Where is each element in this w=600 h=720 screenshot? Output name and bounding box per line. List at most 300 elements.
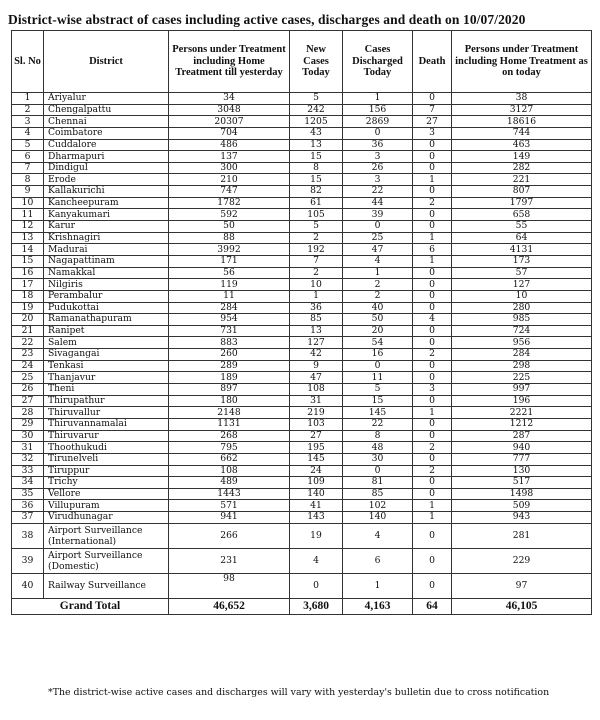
- death-cell: 3: [413, 127, 452, 139]
- yesterday-cell: 289: [169, 360, 290, 372]
- today-cell: 280: [452, 302, 592, 314]
- sl-no-cell: 30: [12, 430, 44, 442]
- new-cases-cell: 2: [290, 267, 343, 279]
- table-row: [12, 93, 592, 105]
- discharged-cell: 140: [343, 512, 413, 524]
- grand-total-row: [12, 598, 592, 614]
- today-cell: 1212: [452, 418, 592, 430]
- today-cell: 777: [452, 453, 592, 465]
- sl-no-cell: 5: [12, 139, 44, 151]
- district-cell: Krishnagiri: [44, 232, 169, 244]
- death-cell: 0: [413, 372, 452, 384]
- table-row: [12, 116, 592, 128]
- today-cell: 509: [452, 500, 592, 512]
- table-row: [12, 360, 592, 372]
- table-header-row: [12, 31, 592, 93]
- yesterday-cell: 20307: [169, 116, 290, 128]
- death-cell: 2: [413, 465, 452, 477]
- district-cell: Vellore: [44, 488, 169, 500]
- today-cell: 287: [452, 430, 592, 442]
- table-row: [12, 186, 592, 198]
- sl-no-cell: 37: [12, 512, 44, 524]
- district-cell: Airport Surveillance (Domestic): [44, 548, 169, 573]
- district-cell: Coimbatore: [44, 127, 169, 139]
- new-cases-cell: 15: [290, 151, 343, 163]
- discharged-cell: 3: [343, 174, 413, 186]
- table-body: [12, 93, 592, 599]
- header-sl-no: Sl. No: [12, 31, 44, 93]
- death-cell: 1: [413, 500, 452, 512]
- table-row: [12, 337, 592, 349]
- today-cell: 149: [452, 151, 592, 163]
- table-row: [12, 255, 592, 267]
- discharged-cell: 4: [343, 523, 413, 548]
- new-cases-cell: 15: [290, 174, 343, 186]
- today-cell: 2221: [452, 407, 592, 419]
- discharged-cell: 6: [343, 548, 413, 573]
- header-district: District: [44, 31, 169, 93]
- yesterday-cell: 180: [169, 395, 290, 407]
- sl-no-cell: 4: [12, 127, 44, 139]
- today-cell: 4131: [452, 244, 592, 256]
- new-cases-cell: 7: [290, 255, 343, 267]
- sl-no-cell: 26: [12, 384, 44, 396]
- table-row: [12, 372, 592, 384]
- new-cases-cell: 19: [290, 523, 343, 548]
- today-cell: 943: [452, 512, 592, 524]
- death-cell: 0: [413, 337, 452, 349]
- sl-no-cell: 9: [12, 186, 44, 198]
- sl-no-cell: 24: [12, 360, 44, 372]
- table-row: [12, 232, 592, 244]
- sl-no-cell: 18: [12, 290, 44, 302]
- discharged-cell: 26: [343, 162, 413, 174]
- table-row: [12, 573, 592, 598]
- death-cell: 0: [413, 221, 452, 233]
- death-cell: 0: [413, 267, 452, 279]
- yesterday-cell: 747: [169, 186, 290, 198]
- yesterday-cell: 795: [169, 442, 290, 454]
- district-cell: Thanjavur: [44, 372, 169, 384]
- new-cases-cell: 42: [290, 349, 343, 361]
- table-row: [12, 523, 592, 548]
- district-cell: Thirupathur: [44, 395, 169, 407]
- table-row: [12, 221, 592, 233]
- death-cell: 2: [413, 197, 452, 209]
- death-cell: 1: [413, 232, 452, 244]
- discharged-cell: 11: [343, 372, 413, 384]
- yesterday-cell: 571: [169, 500, 290, 512]
- today-cell: 229: [452, 548, 592, 573]
- yesterday-cell: 98: [169, 573, 290, 598]
- yesterday-cell: 284: [169, 302, 290, 314]
- new-cases-cell: 192: [290, 244, 343, 256]
- discharged-cell: 50: [343, 314, 413, 326]
- yesterday-cell: 662: [169, 453, 290, 465]
- discharged-cell: 81: [343, 477, 413, 489]
- discharged-cell: 25: [343, 232, 413, 244]
- sl-no-cell: 16: [12, 267, 44, 279]
- death-cell: 0: [413, 162, 452, 174]
- today-cell: 221: [452, 174, 592, 186]
- yesterday-cell: 592: [169, 209, 290, 221]
- sl-no-cell: 20: [12, 314, 44, 326]
- table-row: [12, 418, 592, 430]
- sl-no-cell: 22: [12, 337, 44, 349]
- today-cell: 658: [452, 209, 592, 221]
- discharged-cell: 2869: [343, 116, 413, 128]
- death-cell: 0: [413, 418, 452, 430]
- death-cell: 0: [413, 453, 452, 465]
- district-cell: Namakkal: [44, 267, 169, 279]
- yesterday-cell: 231: [169, 548, 290, 573]
- footnote: *The district-wise active cases and discharges will vary with yesterday's bulletin due to cross notification: [48, 687, 550, 698]
- total-discharged: 4,163: [343, 598, 413, 614]
- discharged-cell: 0: [343, 221, 413, 233]
- yesterday-cell: 56: [169, 267, 290, 279]
- death-cell: 0: [413, 395, 452, 407]
- district-cell: Tiruppur: [44, 465, 169, 477]
- discharged-cell: 0: [343, 360, 413, 372]
- discharged-cell: 1: [343, 267, 413, 279]
- today-cell: 173: [452, 255, 592, 267]
- district-cell: Villupuram: [44, 500, 169, 512]
- table-row: [12, 151, 592, 163]
- discharged-cell: 22: [343, 186, 413, 198]
- death-cell: 0: [413, 325, 452, 337]
- yesterday-cell: 941: [169, 512, 290, 524]
- yesterday-cell: 3992: [169, 244, 290, 256]
- today-cell: 807: [452, 186, 592, 198]
- yesterday-cell: 897: [169, 384, 290, 396]
- district-cell: Pudukottai: [44, 302, 169, 314]
- table-row: [12, 139, 592, 151]
- sl-no-cell: 28: [12, 407, 44, 419]
- new-cases-cell: 127: [290, 337, 343, 349]
- document-title: District-wise abstract of cases including active cases, discharges and death on 10/07/2020: [8, 12, 526, 27]
- discharged-cell: 1: [343, 573, 413, 598]
- new-cases-cell: 13: [290, 325, 343, 337]
- today-cell: 517: [452, 477, 592, 489]
- total-death: 64: [413, 598, 452, 614]
- district-cell: Chennai: [44, 116, 169, 128]
- today-cell: 997: [452, 384, 592, 396]
- table-row: [12, 104, 592, 116]
- table-row: [12, 314, 592, 326]
- district-cell: Thiruvallur: [44, 407, 169, 419]
- table-row: [12, 244, 592, 256]
- yesterday-cell: 11: [169, 290, 290, 302]
- district-cell: Theni: [44, 384, 169, 396]
- yesterday-cell: 731: [169, 325, 290, 337]
- sl-no-cell: 35: [12, 488, 44, 500]
- death-cell: 2: [413, 349, 452, 361]
- discharged-cell: 15: [343, 395, 413, 407]
- today-cell: 298: [452, 360, 592, 372]
- yesterday-cell: 1782: [169, 197, 290, 209]
- today-cell: 3127: [452, 104, 592, 116]
- death-cell: 4: [413, 314, 452, 326]
- district-cell: Sivagangai: [44, 349, 169, 361]
- district-cell: Karur: [44, 221, 169, 233]
- table-row: [12, 174, 592, 186]
- today-cell: 956: [452, 337, 592, 349]
- table-row: [12, 477, 592, 489]
- yesterday-cell: 704: [169, 127, 290, 139]
- yesterday-cell: 266: [169, 523, 290, 548]
- new-cases-cell: 140: [290, 488, 343, 500]
- sl-no-cell: 1: [12, 93, 44, 105]
- new-cases-cell: 36: [290, 302, 343, 314]
- new-cases-cell: 27: [290, 430, 343, 442]
- table-row: [12, 442, 592, 454]
- new-cases-cell: 1: [290, 290, 343, 302]
- death-cell: 6: [413, 244, 452, 256]
- today-cell: 38: [452, 93, 592, 105]
- discharged-cell: 3: [343, 151, 413, 163]
- district-cell: Chengalpattu: [44, 104, 169, 116]
- sl-no-cell: 23: [12, 349, 44, 361]
- district-cell: Cuddalore: [44, 139, 169, 151]
- discharged-cell: 48: [343, 442, 413, 454]
- new-cases-cell: 5: [290, 93, 343, 105]
- yesterday-cell: 34: [169, 93, 290, 105]
- yesterday-cell: 137: [169, 151, 290, 163]
- district-cell: Kancheepuram: [44, 197, 169, 209]
- yesterday-cell: 3048: [169, 104, 290, 116]
- yesterday-cell: 2148: [169, 407, 290, 419]
- new-cases-cell: 195: [290, 442, 343, 454]
- discharged-cell: 36: [343, 139, 413, 151]
- district-cell: Ranipet: [44, 325, 169, 337]
- today-cell: 1797: [452, 197, 592, 209]
- sl-no-cell: 36: [12, 500, 44, 512]
- today-cell: 724: [452, 325, 592, 337]
- death-cell: 3: [413, 384, 452, 396]
- new-cases-cell: 4: [290, 548, 343, 573]
- new-cases-cell: 145: [290, 453, 343, 465]
- table-row: [12, 395, 592, 407]
- district-cell: Ramanathapuram: [44, 314, 169, 326]
- new-cases-cell: 43: [290, 127, 343, 139]
- today-cell: 284: [452, 349, 592, 361]
- yesterday-cell: 119: [169, 279, 290, 291]
- new-cases-cell: 8: [290, 162, 343, 174]
- death-cell: 0: [413, 523, 452, 548]
- district-cell: Thiruvannamalai: [44, 418, 169, 430]
- discharged-cell: 145: [343, 407, 413, 419]
- district-cell: Nagapattinam: [44, 255, 169, 267]
- sl-no-cell: 8: [12, 174, 44, 186]
- discharged-cell: 2: [343, 290, 413, 302]
- death-cell: 1: [413, 255, 452, 267]
- today-cell: 127: [452, 279, 592, 291]
- sl-no-cell: 15: [12, 255, 44, 267]
- new-cases-cell: 0: [290, 573, 343, 598]
- death-cell: 2: [413, 442, 452, 454]
- table-row: [12, 349, 592, 361]
- district-cell: Dharmapuri: [44, 151, 169, 163]
- death-cell: 1: [413, 174, 452, 186]
- death-cell: 1: [413, 512, 452, 524]
- yesterday-cell: 1443: [169, 488, 290, 500]
- district-cell: Perambalur: [44, 290, 169, 302]
- death-cell: 0: [413, 93, 452, 105]
- table-row: [12, 512, 592, 524]
- discharged-cell: 5: [343, 384, 413, 396]
- discharged-cell: 1: [343, 93, 413, 105]
- header-discharged: Cases Discharged Today: [343, 31, 413, 93]
- yesterday-cell: 189: [169, 372, 290, 384]
- district-cell: Madurai: [44, 244, 169, 256]
- new-cases-cell: 2: [290, 232, 343, 244]
- district-cell: Thiruvarur: [44, 430, 169, 442]
- discharged-cell: 30: [343, 453, 413, 465]
- header-new-cases: New Cases Today: [290, 31, 343, 93]
- discharged-cell: 47: [343, 244, 413, 256]
- table-row: [12, 279, 592, 291]
- district-cell: Kallakurichi: [44, 186, 169, 198]
- new-cases-cell: 109: [290, 477, 343, 489]
- new-cases-cell: 1205: [290, 116, 343, 128]
- new-cases-cell: 10: [290, 279, 343, 291]
- today-cell: 281: [452, 523, 592, 548]
- table-row: [12, 500, 592, 512]
- new-cases-cell: 41: [290, 500, 343, 512]
- discharged-cell: 16: [343, 349, 413, 361]
- header-under-treatment-yesterday: Persons under Treatment including Home Treatment till yesterday: [169, 31, 290, 93]
- today-cell: 97: [452, 573, 592, 598]
- new-cases-cell: 24: [290, 465, 343, 477]
- district-cell: Dindigul: [44, 162, 169, 174]
- yesterday-cell: 88: [169, 232, 290, 244]
- discharged-cell: 102: [343, 500, 413, 512]
- district-cell: Salem: [44, 337, 169, 349]
- sl-no-cell: 21: [12, 325, 44, 337]
- sl-no-cell: 40: [12, 573, 44, 598]
- death-cell: 0: [413, 279, 452, 291]
- new-cases-cell: 82: [290, 186, 343, 198]
- sl-no-cell: 2: [12, 104, 44, 116]
- table-row: [12, 465, 592, 477]
- table-row: [12, 290, 592, 302]
- table-row: [12, 430, 592, 442]
- sl-no-cell: 3: [12, 116, 44, 128]
- district-cell: Tirunelveli: [44, 453, 169, 465]
- discharged-cell: 4: [343, 255, 413, 267]
- new-cases-cell: 31: [290, 395, 343, 407]
- death-cell: 0: [413, 139, 452, 151]
- new-cases-cell: 47: [290, 372, 343, 384]
- discharged-cell: 22: [343, 418, 413, 430]
- sl-no-cell: 11: [12, 209, 44, 221]
- discharged-cell: 0: [343, 127, 413, 139]
- yesterday-cell: 260: [169, 349, 290, 361]
- sl-no-cell: 32: [12, 453, 44, 465]
- death-cell: 0: [413, 430, 452, 442]
- table-row: [12, 325, 592, 337]
- new-cases-cell: 143: [290, 512, 343, 524]
- sl-no-cell: 14: [12, 244, 44, 256]
- table-row: [12, 548, 592, 573]
- table-row: [12, 407, 592, 419]
- today-cell: 744: [452, 127, 592, 139]
- yesterday-cell: 486: [169, 139, 290, 151]
- discharged-cell: 0: [343, 465, 413, 477]
- sl-no-cell: 7: [12, 162, 44, 174]
- yesterday-cell: 50: [169, 221, 290, 233]
- sl-no-cell: 34: [12, 477, 44, 489]
- discharged-cell: 8: [343, 430, 413, 442]
- new-cases-cell: 61: [290, 197, 343, 209]
- death-cell: 27: [413, 116, 452, 128]
- death-cell: 0: [413, 186, 452, 198]
- district-cell: Kanyakumari: [44, 209, 169, 221]
- yesterday-cell: 954: [169, 314, 290, 326]
- yesterday-cell: 300: [169, 162, 290, 174]
- today-cell: 130: [452, 465, 592, 477]
- district-cases-table: [11, 30, 592, 615]
- today-cell: 940: [452, 442, 592, 454]
- yesterday-cell: 108: [169, 465, 290, 477]
- sl-no-cell: 17: [12, 279, 44, 291]
- district-cell: Erode: [44, 174, 169, 186]
- sl-no-cell: 38: [12, 523, 44, 548]
- death-cell: 0: [413, 302, 452, 314]
- table-row: [12, 162, 592, 174]
- header-under-treatment-today: Persons under Treatment including Home Treatment as on today: [452, 31, 592, 93]
- district-cell: Trichy: [44, 477, 169, 489]
- death-cell: 0: [413, 151, 452, 163]
- today-cell: 225: [452, 372, 592, 384]
- today-cell: 196: [452, 395, 592, 407]
- total-today: 46,105: [452, 598, 592, 614]
- sl-no-cell: 31: [12, 442, 44, 454]
- discharged-cell: 39: [343, 209, 413, 221]
- table-row: [12, 197, 592, 209]
- district-cell: Thoothukudi: [44, 442, 169, 454]
- death-cell: 1: [413, 407, 452, 419]
- today-cell: 57: [452, 267, 592, 279]
- discharged-cell: 40: [343, 302, 413, 314]
- yesterday-cell: 489: [169, 477, 290, 489]
- today-cell: 463: [452, 139, 592, 151]
- new-cases-cell: 219: [290, 407, 343, 419]
- today-cell: 18616: [452, 116, 592, 128]
- district-cell: Airport Surveillance (International): [44, 523, 169, 548]
- grand-total-label: Grand Total: [12, 598, 169, 614]
- yesterday-cell: 883: [169, 337, 290, 349]
- new-cases-cell: 105: [290, 209, 343, 221]
- today-cell: 1498: [452, 488, 592, 500]
- sl-no-cell: 33: [12, 465, 44, 477]
- sl-no-cell: 19: [12, 302, 44, 314]
- discharged-cell: 156: [343, 104, 413, 116]
- sl-no-cell: 6: [12, 151, 44, 163]
- sl-no-cell: 39: [12, 548, 44, 573]
- today-cell: 985: [452, 314, 592, 326]
- discharged-cell: 54: [343, 337, 413, 349]
- table-row: [12, 302, 592, 314]
- table-row: [12, 127, 592, 139]
- discharged-cell: 44: [343, 197, 413, 209]
- death-cell: 0: [413, 209, 452, 221]
- sl-no-cell: 10: [12, 197, 44, 209]
- death-cell: 0: [413, 548, 452, 573]
- death-cell: 0: [413, 477, 452, 489]
- today-cell: 10: [452, 290, 592, 302]
- new-cases-cell: 9: [290, 360, 343, 372]
